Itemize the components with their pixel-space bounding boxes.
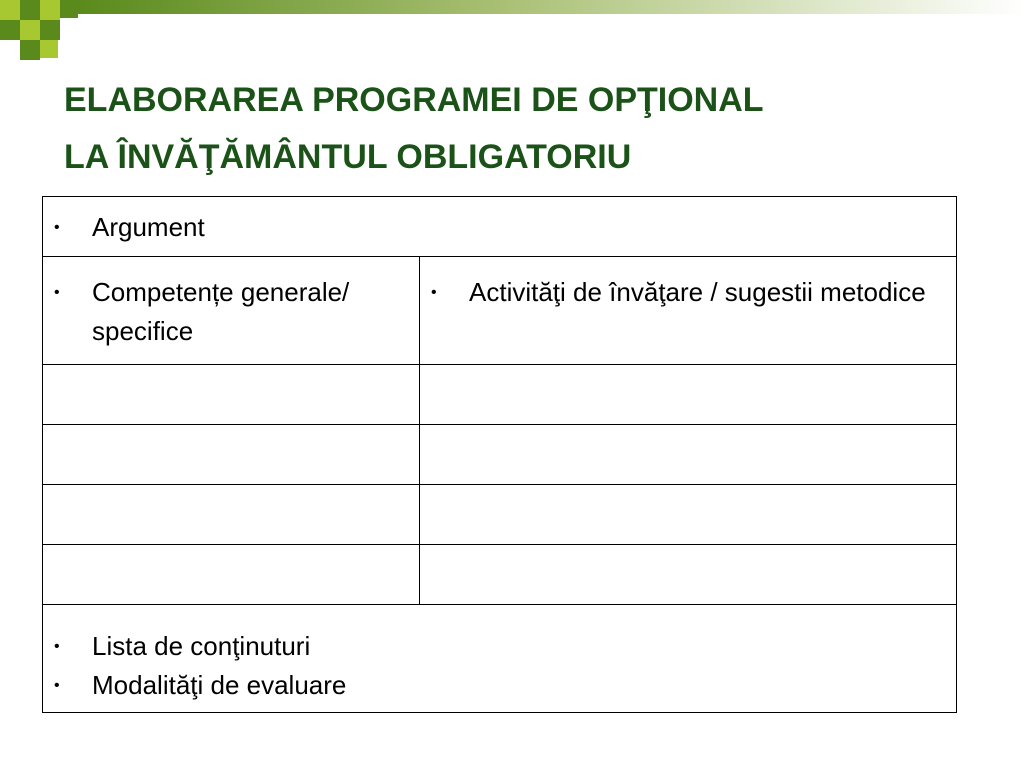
empty-cell — [43, 485, 420, 545]
table-row — [43, 605, 957, 713]
bullet-icon: • — [431, 284, 437, 301]
slide-title — [64, 72, 984, 186]
table-row — [43, 545, 957, 605]
empty-cell — [420, 425, 957, 485]
empty-cell — [43, 365, 420, 425]
empty-cell — [420, 365, 957, 425]
competences-cell — [43, 257, 420, 365]
list-item — [43, 627, 956, 666]
slide-title-line-2: LA ÎNVĂŢĂMÂNTUL OBLIGATORIU — [64, 138, 632, 176]
competences-label: Competențe generale/ specifice — [92, 277, 350, 346]
table-row — [43, 257, 957, 365]
bullet-list — [43, 197, 956, 247]
empty-cell — [43, 425, 420, 485]
slide-title-line-1: ELABORAREA PROGRAMEI DE OPŢIONAL — [64, 81, 764, 119]
bullet-icon: • — [54, 677, 60, 694]
table-row — [43, 425, 957, 485]
content-evaluation-cell — [43, 605, 957, 713]
decorative-squares — [0, 0, 80, 62]
empty-cell — [43, 545, 420, 605]
bullet-list — [420, 257, 956, 312]
list-item — [420, 273, 956, 312]
list-item — [43, 208, 956, 247]
bullet-icon: • — [54, 638, 60, 655]
evaluation-label: Modalităţi de evaluare — [92, 670, 347, 700]
bullet-icon: • — [54, 284, 60, 301]
argument-cell — [43, 197, 957, 257]
bullet-list — [43, 257, 419, 351]
decorative-gradient-bar — [78, 0, 1024, 14]
table-row — [43, 365, 957, 425]
bullet-list — [43, 605, 956, 705]
activities-cell — [420, 257, 957, 365]
empty-cell — [420, 485, 957, 545]
table-row — [43, 197, 957, 257]
bullet-icon: • — [54, 219, 60, 236]
list-item — [43, 666, 956, 705]
activities-label: Activităţi de învăţare / sugestii metodice — [469, 277, 926, 307]
empty-cell — [420, 545, 957, 605]
table-row — [43, 485, 957, 545]
argument-label: Argument — [92, 212, 205, 242]
program-structure-table — [42, 196, 957, 713]
content-list-label: Lista de conţinuturi — [92, 631, 311, 661]
list-item — [43, 273, 419, 351]
